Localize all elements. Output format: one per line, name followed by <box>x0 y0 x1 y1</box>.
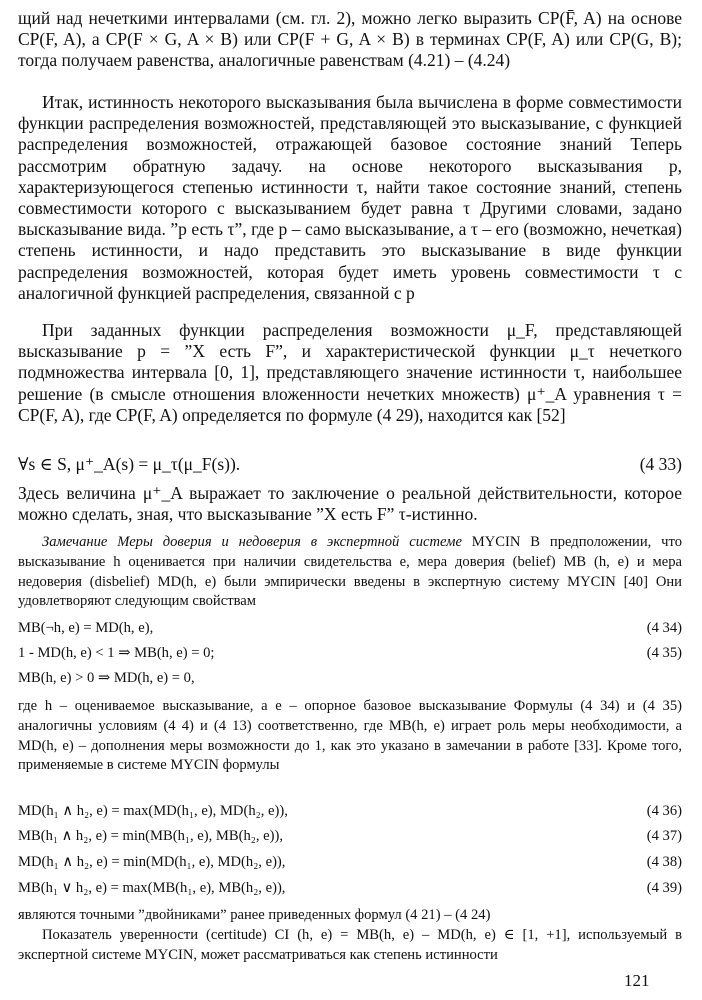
formula-number: (4 36) <box>646 803 682 819</box>
formula-4-34 <box>18 617 682 641</box>
remark-text: MYCIN В предположении, что высказывание h оценивается при наличии свидетельства e, мера доверия (belief) MB (h, e) и мера недоверия (disbelief) MD(h, e) были эмпирически введены в экспертную систему MYCIN [40] Они удовлетворяют следующим свойствам <box>18 534 682 610</box>
formula-4-37 <box>18 825 682 849</box>
formula-text: MB(h, e) > 0 ⇒ MD(h, e) = 0, <box>18 670 195 686</box>
formula-number: (4 39) <box>646 880 682 896</box>
formula-unnumbered <box>18 667 682 691</box>
formula-4-33 <box>18 453 682 477</box>
formula-4-38 <box>18 851 682 875</box>
formula-text: MB(h₁ ∨ h₂, e) = max(MB(h₁, e), MB(h₂, e)), <box>18 880 286 896</box>
formula-number: (4 34) <box>646 620 682 636</box>
paragraph-4: Здесь величина μ⁺_A выражает то заключение о реальной действительности, которое можно сделать, зная, что высказывание ”X есть F” τ-истинно. <box>18 483 682 525</box>
paragraph-2: Итак, истинность некоторого высказывания была вычислена в форме совместимости функции распределения возможностей, представляющей это высказывание, с функцией распределения возможностей, отражающей базовое состояние знаний Теперь рассмотрим обратную задачу. на основе некоторого высказывания p, характеризующегося степенью истинности τ, найти такое состояние знаний, степень совместимости которого с высказыванием будет равна τ Другими словами, задано высказывание вида. ”p есть τ”, где p – само высказывание, а τ – его (возможно, нечеткая) степень истинности, и надо представить это высказывание в виде функции распределения возможностей, которая будет иметь уровень совместимости τ с аналогичной функцией распределения, связанной с p <box>18 92 682 303</box>
paragraph-certitude: Показатель уверенности (certitude) CI (h, e) = MB(h, e) – MD(h, e) ∈ [1, +1], используемый в экспертной системе MYCIN, может рассматриваться как степень истинности <box>18 927 682 963</box>
formulas-conclusion: являются точными ”двойниками” ранее приведенных формул (4 21) – (4 24) <box>18 907 491 923</box>
formula-text: ∀s ∈ S, μ⁺_A(s) = μ_τ(μ_F(s)). <box>18 454 241 474</box>
formula-4-36 <box>18 800 682 824</box>
formula-number: (4 33) <box>639 454 682 474</box>
formula-text: MB(¬h, e) = MD(h, e), <box>18 620 154 636</box>
formula-number: (4 35) <box>646 645 682 661</box>
paragraph-1: щий над нечеткими интервалами (см. гл. 2), можно легко выразить CP(F̄, A) на основе CP(F, A), а CP(F × G, A × B) или CP(F + G, A × B) в терминах CP(F, A) или CP(G, B); тогда получаем равенства, аналогичные равенствам (4.21) – (4.24) <box>18 8 682 71</box>
formula-4-39 <box>18 877 682 901</box>
page-number: 121 <box>624 971 650 990</box>
formula-4-35 <box>18 642 682 666</box>
formula-number: (4 37) <box>646 828 682 844</box>
formula-text: MD(h₁ ∧ h₂, e) = min(MD(h₁, e), MD(h₂, e)), <box>18 854 286 870</box>
formula-text: 1 - MD(h, e) < 1 ⇒ MB(h, e) = 0; <box>18 645 215 661</box>
paragraph-3: При заданных функции распределения возможности μ_F, представляющей высказывание p = ”X есть F”, и характеристической функции μ_τ нечеткого подмножества интервала [0, 1], представляющего значение истинности τ, наибольшее решение (в смысле отношения вложенности нечетких множеств) μ⁺_A уравнения τ = CP(F, A), где CP(F, A) определяется по формуле (4 29), находится как [52] <box>18 320 682 425</box>
formula-text: MB(h₁ ∧ h₂, e) = min(MB(h₁, e), MB(h₂, e)), <box>18 828 284 844</box>
remark-continuation: где h – оцениваемое высказывание, а e – опорное базовое высказывание Формулы (4 34) и (4 35) аналогичны условиям (4 4) и (4 13) соответственно, где MB(h, e) играет роль меры необходимости, а MD(h, e) – дополнения меры возможности до 1, как это указано в замечании в работе [33]. Кроме того, применяемые в системе MYCIN формулы <box>18 698 682 774</box>
remark-heading: Замечание Меры доверия и недоверия в экспертной системе <box>42 534 462 550</box>
formula-text: MD(h₁ ∧ h₂, e) = max(MD(h₁, e), MD(h₂, e)), <box>18 803 288 819</box>
formula-number: (4 38) <box>646 854 682 870</box>
remark-mycin <box>18 533 682 612</box>
